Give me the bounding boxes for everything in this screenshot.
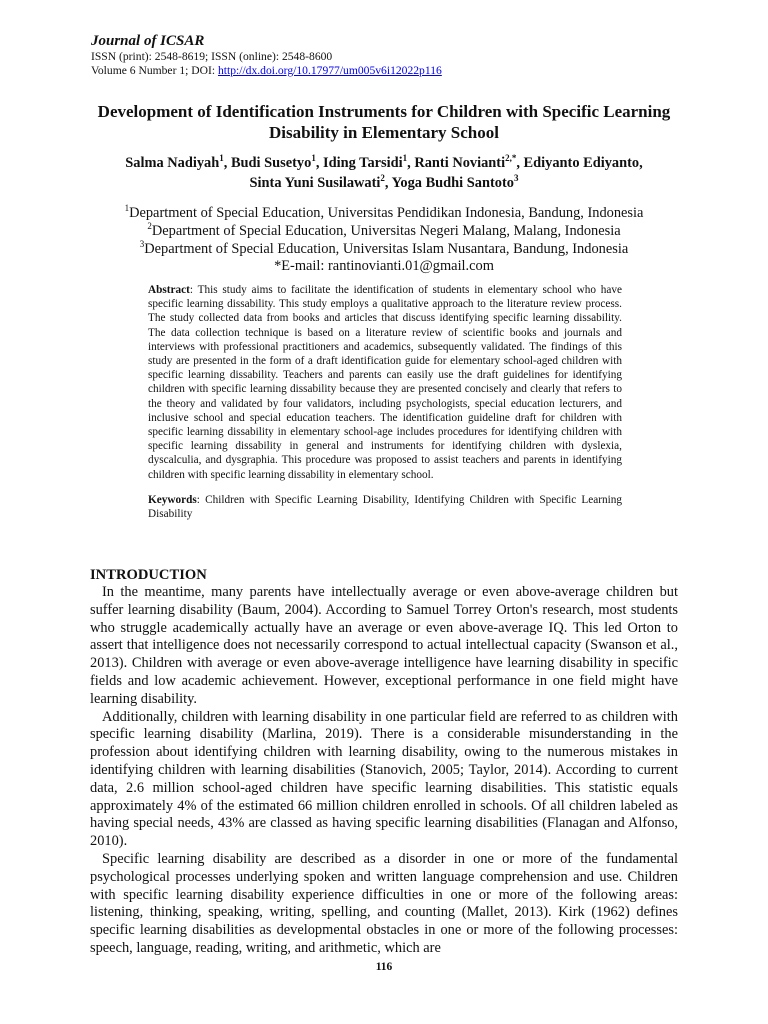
abstract-text: : This study aims to facilitate the identification of students in elementary school who have specific learning dissability. This study employs a qualitative approach to the literature review process. The study collected data from books and articles that discuss identifying specific learning dissability. The data collection technique is based on a literature review of scientific books and journals and interviews with professional practitioners and academics, subsequently validated. The findings of this study are presented in the form of a draft identification guide for elementary school-aged children with specific learning dissability. Teachers and parents can easily use the draft guidelines for identifying children with specific learning dissability because they are presented concisely and clearly that refers to the theory and validated by four validators, including psychologists, special education lecturers, and inclusive school and special education teachers. The identification guideline draft for children with specific learning dissability in elementary school-age includes procedures for identifying children with specific learning dissability in general and instruments for identifying children with dyslexia, dyscalculia, and dysgraphia. This procedure was proposed to assist teachers and parents in identifying children with specific learning dissability in elementary school. xyxy=(148,284,622,481)
author-separator: , xyxy=(223,155,231,171)
abstract-block xyxy=(148,283,622,521)
corresponding-email: *E-mail: rantinovianti.01@gmail.com xyxy=(274,258,494,275)
section-heading-introduction: INTRODUCTION xyxy=(90,567,207,583)
author xyxy=(392,175,519,191)
author xyxy=(323,155,414,171)
affiliation xyxy=(70,223,698,241)
journal-header xyxy=(91,32,651,78)
affiliation-text: Department of Special Education, Universitas Pendidikan Indonesia, Bandung, Indonesia xyxy=(129,205,644,221)
paper-title: Development of Identification Instruments for Children with Specific Learning Disability in Elementary School xyxy=(97,102,671,142)
keywords-label: Keywords xyxy=(148,493,197,506)
body-paragraph: Additionally, children with learning disability in one particular field are referred to as children with specific learning disability (Marlina, 2019). There is a considerable misunderstanding in the profession about identifying children with learning disability, owing to the numerous mistakes in identifying children with learning disabilities (Stanovich, 2005; Taylor, 2014). According to current data, 2.6 million school-aged children have specific learning disabilities. This statistic equals approximately 4% of the estimated 66 million children enrolled in schools. Of all children labeled as having special needs, 43% are classed as having specific learning disabilities (Flanagan and Alfonso, 2010). xyxy=(90,708,678,850)
author-affiliation-mark: 2 xyxy=(380,173,385,184)
author-name: Iding Tarsidi xyxy=(323,155,403,171)
issn-line: ISSN (print): 2548-8619; ISSN (online): 2548-8600 xyxy=(91,50,333,63)
body-paragraph: Specific learning disability are described as a disorder in one or more of the fundamental psychological processes underlying spoken and written language comprehension and use. Children with specific learning disability experience difficulties in one or more of the following areas: listening, thinking, speaking, writing, spelling, and counting (Mallet, 2013). Kirk (1962) defines specific learning disabilities as developmental obstacles in one or more of the following processes: speech, language, reading, writing, and arithmetic, which are xyxy=(90,850,678,956)
author-name: Salma Nadiyah xyxy=(125,155,220,171)
keywords xyxy=(148,493,622,521)
affiliation xyxy=(70,205,698,223)
affiliation-mark: 1 xyxy=(124,203,130,214)
author xyxy=(524,155,643,171)
author xyxy=(231,155,323,171)
author xyxy=(125,155,231,171)
author-affiliation-mark: 1 xyxy=(402,153,408,164)
doi-link[interactable]: http://dx.doi.org/10.17977/um005v6i12022p116 xyxy=(217,64,442,77)
volume-doi-line xyxy=(91,64,651,78)
author-separator: , xyxy=(639,155,643,171)
abstract-label: Abstract xyxy=(148,284,190,296)
volume-text: Volume 6 Number 1; DOI: xyxy=(91,64,218,77)
abstract xyxy=(148,283,622,482)
page-number: 116 xyxy=(375,961,393,973)
author-name: Budi Susetyo xyxy=(230,155,312,171)
author xyxy=(250,175,392,191)
author-list xyxy=(90,153,678,193)
affiliation-mark: 2 xyxy=(147,221,152,231)
author-affiliation-mark: 1 xyxy=(219,153,224,164)
affiliation-list xyxy=(70,205,698,276)
author-separator: , xyxy=(384,175,392,191)
author-affiliation-mark: 3 xyxy=(513,173,519,184)
author-affiliation-mark: 1 xyxy=(311,153,316,164)
journal-name: Journal of ICSAR xyxy=(91,33,205,49)
author-separator: , xyxy=(516,155,524,171)
body-text xyxy=(90,584,678,958)
author-name: Yoga Budhi Santoto xyxy=(391,175,514,191)
affiliation xyxy=(70,238,698,259)
affiliation-text: Department of Special Education, Universitas Islam Nusantara, Bandung, Indonesia xyxy=(144,240,629,257)
affiliation-text: Department of Special Education, Universitas Negeri Malang, Malang, Indonesia xyxy=(151,222,621,239)
author-affiliation-mark: 2,* xyxy=(505,153,517,164)
author-name: Sinta Yuni Susilawati xyxy=(249,175,381,191)
author-name: Ediyanto Ediyanto xyxy=(523,155,640,171)
affiliation-mark: 3 xyxy=(139,238,145,249)
body-paragraph: In the meantime, many parents have intellectually average or even above-average children but suffer learning disability (Baum, 2004). According to Samuel Torrey Orton's research, most students who struggle academically actually have an average or even above-average IQ. This led Orton to assert that intelligence does not necessarily correspond to actual intellectual capacity (Swanson et al., 2013). Children with average or even above-average intelligence have learning disability in specific fields and low academic achievement. However, exceptional performance in one field might have learning disability. xyxy=(90,584,678,707)
author-separator: , xyxy=(407,155,415,171)
author xyxy=(414,155,523,171)
keywords-text: : Children with Specific Learning Disability, Identifying Children with Specific Learning Disability xyxy=(148,493,622,521)
author-separator: , xyxy=(315,155,324,171)
author-name: Ranti Novianti xyxy=(414,155,506,171)
